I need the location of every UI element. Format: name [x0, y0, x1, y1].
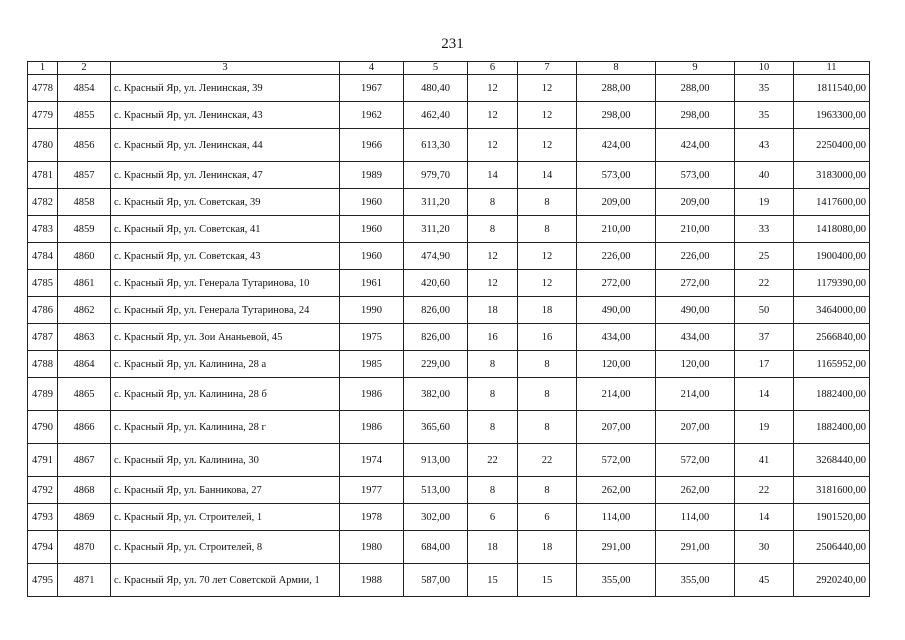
cell-area-a: 298,00 [577, 102, 656, 129]
cell-area-a: 288,00 [577, 75, 656, 102]
cell-row-index: 4781 [28, 162, 58, 189]
cell-row-index: 4794 [28, 531, 58, 564]
cell-cost: 1179390,00 [794, 270, 870, 297]
cell-units-count-alt: 8 [518, 216, 577, 243]
cell-units-count: 18 [468, 297, 518, 324]
cell-total-area: 480,40 [404, 75, 468, 102]
cell-total-area: 979,70 [404, 162, 468, 189]
cell-area-b: 355,00 [656, 564, 735, 597]
cell-units-count: 12 [468, 270, 518, 297]
cell-units-count-alt: 6 [518, 504, 577, 531]
cell-units-count: 15 [468, 564, 518, 597]
cell-units-count: 6 [468, 504, 518, 531]
cell-row-index: 4779 [28, 102, 58, 129]
cell-units-count: 12 [468, 129, 518, 162]
cell-residents: 19 [735, 411, 794, 444]
cell-row-index: 4793 [28, 504, 58, 531]
cell-record-number: 4869 [58, 504, 111, 531]
cell-total-area: 229,00 [404, 351, 468, 378]
cell-address: с. Красный Яр, ул. Ленинская, 44 [111, 129, 340, 162]
cell-row-index: 4785 [28, 270, 58, 297]
cell-year-built: 1988 [340, 564, 404, 597]
cell-area-b: 573,00 [656, 162, 735, 189]
cell-year-built: 1974 [340, 444, 404, 477]
cell-units-count: 12 [468, 75, 518, 102]
cell-units-count-alt: 12 [518, 270, 577, 297]
cell-record-number: 4871 [58, 564, 111, 597]
cell-address: с. Красный Яр, ул. Строителей, 1 [111, 504, 340, 531]
cell-record-number: 4863 [58, 324, 111, 351]
cell-area-a: 209,00 [577, 189, 656, 216]
cell-area-b: 288,00 [656, 75, 735, 102]
cell-year-built: 1960 [340, 243, 404, 270]
cell-record-number: 4855 [58, 102, 111, 129]
cell-record-number: 4858 [58, 189, 111, 216]
cell-area-b: 210,00 [656, 216, 735, 243]
cell-units-count-alt: 12 [518, 102, 577, 129]
cell-residents: 45 [735, 564, 794, 597]
cell-cost: 2250400,00 [794, 129, 870, 162]
cell-cost: 1811540,00 [794, 75, 870, 102]
cell-units-count-alt: 12 [518, 243, 577, 270]
cell-area-b: 424,00 [656, 129, 735, 162]
cell-residents: 35 [735, 102, 794, 129]
cell-area-a: 262,00 [577, 477, 656, 504]
cell-area-a: 573,00 [577, 162, 656, 189]
cell-area-b: 207,00 [656, 411, 735, 444]
cell-area-b: 226,00 [656, 243, 735, 270]
cell-units-count: 8 [468, 351, 518, 378]
cell-record-number: 4856 [58, 129, 111, 162]
cell-address: с. Красный Яр, ул. Советская, 43 [111, 243, 340, 270]
cell-units-count: 16 [468, 324, 518, 351]
cell-address: с. Красный Яр, ул. Зои Ананьевой, 45 [111, 324, 340, 351]
cell-cost: 3183000,00 [794, 162, 870, 189]
cell-total-area: 513,00 [404, 477, 468, 504]
table-row [28, 189, 870, 216]
cell-record-number: 4859 [58, 216, 111, 243]
column-header-row-index: 1 [28, 62, 58, 75]
cell-area-b: 298,00 [656, 102, 735, 129]
cell-total-area: 826,00 [404, 297, 468, 324]
cell-units-count-alt: 18 [518, 531, 577, 564]
cell-address: с. Красный Яр, ул. Генерала Тутаринова, 24 [111, 297, 340, 324]
cell-address: с. Красный Яр, ул. Ленинская, 39 [111, 75, 340, 102]
column-header-cost: 11 [794, 62, 870, 75]
cell-address: с. Красный Яр, ул. Калинина, 28 г [111, 411, 340, 444]
cell-residents: 25 [735, 243, 794, 270]
cell-total-area: 462,40 [404, 102, 468, 129]
cell-area-a: 214,00 [577, 378, 656, 411]
cell-units-count-alt: 15 [518, 564, 577, 597]
cell-area-a: 424,00 [577, 129, 656, 162]
cell-units-count-alt: 8 [518, 477, 577, 504]
table-row [28, 444, 870, 477]
column-header-record-number: 2 [58, 62, 111, 75]
cell-area-a: 272,00 [577, 270, 656, 297]
cell-units-count-alt: 18 [518, 297, 577, 324]
cell-cost: 2566840,00 [794, 324, 870, 351]
cell-residents: 17 [735, 351, 794, 378]
table-body [28, 75, 870, 597]
cell-area-a: 291,00 [577, 531, 656, 564]
cell-cost: 1882400,00 [794, 411, 870, 444]
table-row [28, 504, 870, 531]
cell-row-index: 4791 [28, 444, 58, 477]
cell-units-count: 12 [468, 243, 518, 270]
cell-record-number: 4864 [58, 351, 111, 378]
cell-residents: 19 [735, 189, 794, 216]
cell-cost: 1900400,00 [794, 243, 870, 270]
column-header-total-area: 5 [404, 62, 468, 75]
table-row [28, 75, 870, 102]
cell-cost: 2920240,00 [794, 564, 870, 597]
cell-record-number: 4854 [58, 75, 111, 102]
cell-units-count: 22 [468, 444, 518, 477]
column-header-area-b: 9 [656, 62, 735, 75]
cell-area-b: 490,00 [656, 297, 735, 324]
table-row [28, 270, 870, 297]
cell-address: с. Красный Яр, ул. Калинина, 30 [111, 444, 340, 477]
table-row [28, 378, 870, 411]
cell-record-number: 4867 [58, 444, 111, 477]
cell-cost: 3268440,00 [794, 444, 870, 477]
cell-area-b: 291,00 [656, 531, 735, 564]
cell-units-count-alt: 8 [518, 351, 577, 378]
table-row [28, 531, 870, 564]
cell-area-a: 207,00 [577, 411, 656, 444]
cell-year-built: 1960 [340, 189, 404, 216]
cell-residents: 41 [735, 444, 794, 477]
cell-units-count-alt: 12 [518, 75, 577, 102]
cell-units-count-alt: 14 [518, 162, 577, 189]
cell-units-count-alt: 8 [518, 189, 577, 216]
cell-year-built: 1990 [340, 297, 404, 324]
cell-area-a: 355,00 [577, 564, 656, 597]
column-header-area-a: 8 [577, 62, 656, 75]
cell-units-count: 8 [468, 378, 518, 411]
cell-address: с. Красный Яр, ул. Банникова, 27 [111, 477, 340, 504]
cell-area-a: 434,00 [577, 324, 656, 351]
cell-year-built: 1967 [340, 75, 404, 102]
cell-row-index: 4788 [28, 351, 58, 378]
cell-residents: 43 [735, 129, 794, 162]
cell-units-count: 18 [468, 531, 518, 564]
cell-row-index: 4783 [28, 216, 58, 243]
cell-address: с. Красный Яр, ул. Ленинская, 43 [111, 102, 340, 129]
cell-address: с. Красный Яр, ул. 70 лет Советской Армии, 1 [111, 564, 340, 597]
table-row [28, 297, 870, 324]
cell-units-count-alt: 8 [518, 411, 577, 444]
cell-cost: 3181600,00 [794, 477, 870, 504]
cell-area-a: 210,00 [577, 216, 656, 243]
cell-year-built: 1961 [340, 270, 404, 297]
cell-total-area: 913,00 [404, 444, 468, 477]
cell-residents: 30 [735, 531, 794, 564]
cell-record-number: 4865 [58, 378, 111, 411]
cell-residents: 22 [735, 477, 794, 504]
cell-year-built: 1960 [340, 216, 404, 243]
column-header-year-built: 4 [340, 62, 404, 75]
cell-cost: 1417600,00 [794, 189, 870, 216]
housing-registry-table [27, 61, 870, 597]
column-header-units-count-alt: 7 [518, 62, 577, 75]
cell-year-built: 1986 [340, 378, 404, 411]
cell-record-number: 4868 [58, 477, 111, 504]
table-row [28, 216, 870, 243]
cell-residents: 14 [735, 504, 794, 531]
cell-record-number: 4860 [58, 243, 111, 270]
cell-year-built: 1975 [340, 324, 404, 351]
header-row [28, 62, 870, 75]
table-row [28, 564, 870, 597]
cell-year-built: 1977 [340, 477, 404, 504]
cell-row-index: 4787 [28, 324, 58, 351]
cell-units-count: 14 [468, 162, 518, 189]
cell-units-count: 12 [468, 102, 518, 129]
cell-area-b: 209,00 [656, 189, 735, 216]
cell-record-number: 4866 [58, 411, 111, 444]
cell-year-built: 1986 [340, 411, 404, 444]
cell-address: с. Красный Яр, ул. Советская, 39 [111, 189, 340, 216]
cell-row-index: 4784 [28, 243, 58, 270]
cell-units-count-alt: 22 [518, 444, 577, 477]
cell-cost: 1165952,00 [794, 351, 870, 378]
cell-year-built: 1978 [340, 504, 404, 531]
cell-area-b: 272,00 [656, 270, 735, 297]
cell-row-index: 4786 [28, 297, 58, 324]
table-row [28, 162, 870, 189]
cell-area-a: 114,00 [577, 504, 656, 531]
cell-residents: 22 [735, 270, 794, 297]
cell-year-built: 1980 [340, 531, 404, 564]
cell-units-count-alt: 16 [518, 324, 577, 351]
cell-cost: 1963300,00 [794, 102, 870, 129]
table-row [28, 351, 870, 378]
cell-year-built: 1966 [340, 129, 404, 162]
cell-units-count: 8 [468, 189, 518, 216]
cell-cost: 1901520,00 [794, 504, 870, 531]
cell-record-number: 4861 [58, 270, 111, 297]
cell-address: с. Красный Яр, ул. Ленинская, 47 [111, 162, 340, 189]
cell-cost: 1418080,00 [794, 216, 870, 243]
cell-cost: 1882400,00 [794, 378, 870, 411]
cell-total-area: 311,20 [404, 216, 468, 243]
table-row [28, 411, 870, 444]
cell-area-a: 120,00 [577, 351, 656, 378]
cell-area-a: 226,00 [577, 243, 656, 270]
cell-residents: 35 [735, 75, 794, 102]
cell-address: с. Красный Яр, ул. Генерала Тутаринова, 10 [111, 270, 340, 297]
cell-area-b: 114,00 [656, 504, 735, 531]
cell-units-count: 8 [468, 477, 518, 504]
cell-year-built: 1985 [340, 351, 404, 378]
table-row [28, 102, 870, 129]
cell-cost: 3464000,00 [794, 297, 870, 324]
cell-total-area: 302,00 [404, 504, 468, 531]
cell-area-a: 572,00 [577, 444, 656, 477]
cell-row-index: 4795 [28, 564, 58, 597]
cell-total-area: 826,00 [404, 324, 468, 351]
table-row [28, 477, 870, 504]
column-header-address: 3 [111, 62, 340, 75]
cell-row-index: 4792 [28, 477, 58, 504]
cell-units-count-alt: 12 [518, 129, 577, 162]
cell-area-b: 262,00 [656, 477, 735, 504]
cell-area-b: 572,00 [656, 444, 735, 477]
cell-address: с. Красный Яр, ул. Калинина, 28 а [111, 351, 340, 378]
cell-total-area: 684,00 [404, 531, 468, 564]
cell-total-area: 613,30 [404, 129, 468, 162]
cell-area-a: 490,00 [577, 297, 656, 324]
cell-address: с. Красный Яр, ул. Калинина, 28 б [111, 378, 340, 411]
cell-record-number: 4862 [58, 297, 111, 324]
page-number: 231 [441, 36, 464, 52]
cell-units-count: 8 [468, 411, 518, 444]
cell-total-area: 474,90 [404, 243, 468, 270]
cell-residents: 33 [735, 216, 794, 243]
cell-row-index: 4780 [28, 129, 58, 162]
cell-units-count-alt: 8 [518, 378, 577, 411]
cell-year-built: 1962 [340, 102, 404, 129]
cell-row-index: 4778 [28, 75, 58, 102]
cell-row-index: 4782 [28, 189, 58, 216]
column-header-units-count: 6 [468, 62, 518, 75]
cell-row-index: 4789 [28, 378, 58, 411]
cell-units-count: 8 [468, 216, 518, 243]
cell-row-index: 4790 [28, 411, 58, 444]
cell-total-area: 365,60 [404, 411, 468, 444]
cell-total-area: 382,00 [404, 378, 468, 411]
cell-residents: 40 [735, 162, 794, 189]
cell-residents: 14 [735, 378, 794, 411]
cell-residents: 50 [735, 297, 794, 324]
cell-address: с. Красный Яр, ул. Советская, 41 [111, 216, 340, 243]
cell-total-area: 311,20 [404, 189, 468, 216]
cell-residents: 37 [735, 324, 794, 351]
table-row [28, 129, 870, 162]
cell-record-number: 4870 [58, 531, 111, 564]
cell-total-area: 587,00 [404, 564, 468, 597]
table-row [28, 324, 870, 351]
cell-area-b: 214,00 [656, 378, 735, 411]
cell-cost: 2506440,00 [794, 531, 870, 564]
cell-year-built: 1989 [340, 162, 404, 189]
cell-record-number: 4857 [58, 162, 111, 189]
table-row [28, 243, 870, 270]
cell-area-b: 434,00 [656, 324, 735, 351]
cell-address: с. Красный Яр, ул. Строителей, 8 [111, 531, 340, 564]
cell-total-area: 420,60 [404, 270, 468, 297]
cell-area-b: 120,00 [656, 351, 735, 378]
column-header-residents: 10 [735, 62, 794, 75]
